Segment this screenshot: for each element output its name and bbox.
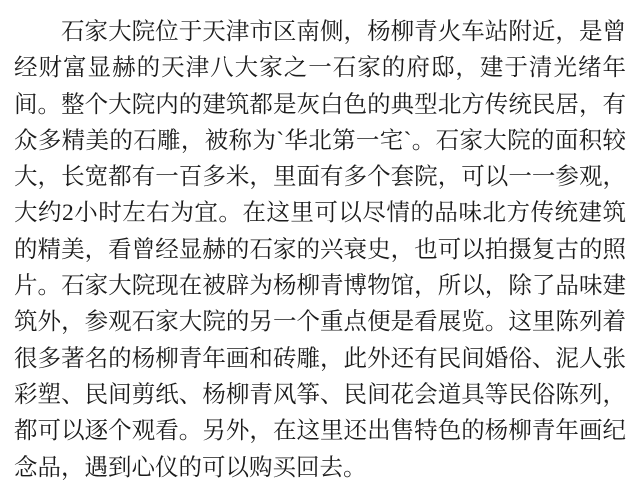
article-body bbox=[14, 14, 626, 486]
paragraph: 石家大院位于天津市区南侧，杨柳青火车站附近，是曾经财富显赫的天津八大家之一石家的府邸，建于清光绪年间。整个大院内的建筑都是灰白色的典型北方传统民居，有众多精美的石雕，被称为`华北第一宅`。石家大院的面积较大，长宽都有一百多米，里面有多个套院，可以一一参观，大约2小时左右为宜。在这里可以尽情的品味北方传统建筑的精美，看曾经显赫的石家的兴衰史，也可以拍摄复古的照片。石家大院现在被辟为杨柳青博物馆，所以，除了品味建筑外，参观石家大院的另一个重点便是看展览。这里陈列着很多著名的杨柳青年画和砖雕，此外还有民间婚俗、泥人张彩塑、民间剪纸、杨柳青风筝、民间花会道具等民俗陈列，都可以逐个观看。另外，在这里还出售特色的杨柳青年画纪念品，遇到心仪的可以购买回去。 bbox=[14, 19, 626, 481]
